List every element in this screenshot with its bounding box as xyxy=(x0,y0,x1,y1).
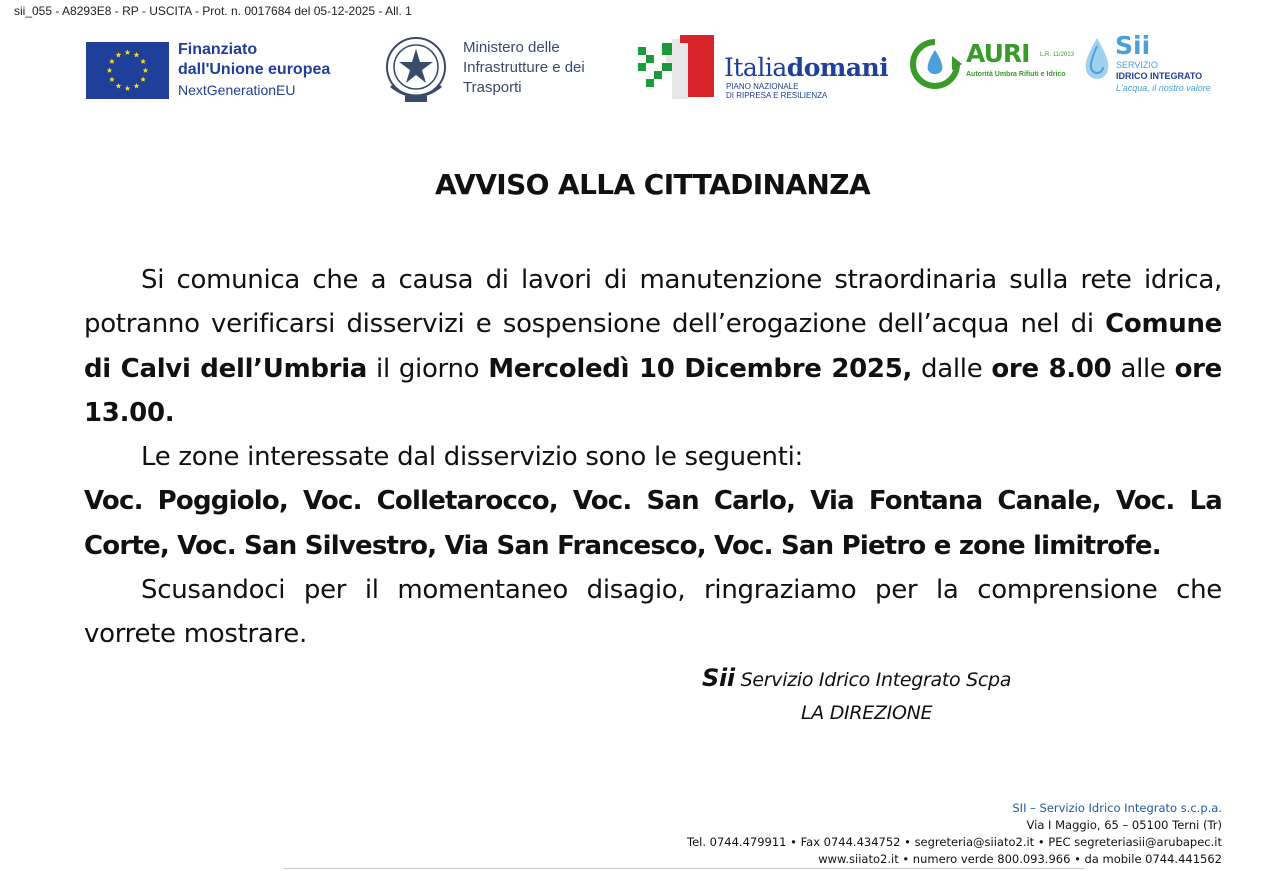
eu-flag-icon xyxy=(86,42,169,99)
notice-title: AVVISO ALLA CITTADINANZA xyxy=(434,168,871,201)
italia-domani-sub-1: PIANO NAZIONALE xyxy=(726,82,799,91)
water-drop-icon xyxy=(1082,36,1112,82)
p1-text-b: il giorno xyxy=(367,353,489,384)
auri-logo-icon xyxy=(906,38,964,90)
outage-date: Mercoledì 10 Dicembre 2025, xyxy=(488,353,913,384)
p1-text-c: dalle xyxy=(912,353,992,384)
footer-divider xyxy=(284,868,1084,869)
ministry-name xyxy=(463,38,623,98)
footer-company: SII – Servizio Idrico Integrato s.c.p.a. xyxy=(1012,801,1222,815)
p1-text-d: alle xyxy=(1111,353,1175,384)
notice-paragraph-3: Scusandoci per il momentaneo disagio, ringraziamo per la comprensione che vorrete mostrare. xyxy=(84,575,1222,650)
signature-role: LA DIREZIONE xyxy=(801,702,933,724)
eu-line-2: dall'Unione europea xyxy=(178,61,331,78)
italia-domani-subtitle xyxy=(726,82,866,100)
italia-domani-mark-icon xyxy=(636,33,718,103)
auri-subtitle: Autorità Umbra Rifiuti e Idrico xyxy=(966,71,1066,78)
footer-phone-email: Tel. 0744.479911 • Fax 0744.434752 • segreteria@siiato2.it • PEC segreteriasii@arubapec.it xyxy=(687,835,1222,849)
auri-name: AURI xyxy=(966,39,1030,68)
auri-law-ref: L.R. 11/2013 xyxy=(1040,52,1074,58)
italia-domani-bold: domani xyxy=(786,53,889,82)
italia-domani-sub-2: DI RIPRESA E RESILIENZA xyxy=(726,91,828,100)
sii-line-1: SERVIZIO xyxy=(1116,60,1158,70)
eu-funding-text xyxy=(178,40,330,100)
signature-block xyxy=(702,662,1011,730)
notice-paragraph-2: Le zone interessate dal disservizio sono le seguenti: xyxy=(141,442,804,473)
start-time: ore 8.00 xyxy=(991,353,1112,384)
footer-contacts xyxy=(687,800,1222,868)
sii-line-2: IDRICO INTEGRATO xyxy=(1116,71,1203,81)
signature-company: Servizio Idrico Integrato Scpa xyxy=(740,669,1012,691)
italia-domani-regular: Italia xyxy=(724,53,787,82)
signature-brand: Sii xyxy=(702,664,735,692)
footer-address: Via I Maggio, 65 – 05100 Terni (Tr) xyxy=(1026,818,1222,832)
comune-name: Comune di Calvi dell’Umbria xyxy=(84,309,1222,384)
notice-paragraph-1 xyxy=(84,258,1222,435)
p1-text-a: Si comunica che a causa di lavori di manutenzione straordinaria sulla rete idrica, potranno verificarsi disservizi e sospensione dell’erogazione dell’acqua nel di xyxy=(84,265,1222,340)
sii-name: Sii xyxy=(1115,31,1151,60)
ministry-line-1: Ministero delle xyxy=(463,39,560,56)
ministry-line-2: Infrastrutture e dei xyxy=(463,59,585,76)
ministry-line-3: Trasporti xyxy=(463,79,522,96)
footer-web: www.siiato2.it • numero verde 800.093.966 • da mobile 0744.441562 xyxy=(818,852,1222,866)
protocol-line: sii_055 - A8293E8 - RP - USCITA - Prot. n. 0017684 del 05-12-2025 - All. 1 xyxy=(14,4,412,18)
affected-zones: Voc. Poggiolo, Voc. Colletarocco, Voc. San Carlo, Via Fontana Canale, Voc. La Corte, Voc. San Silvestro, Via San Francesco, Voc. San Pietro e zone limitrofe. xyxy=(84,486,1222,561)
italian-republic-emblem-icon xyxy=(381,34,451,108)
eu-line-1: Finanziato xyxy=(178,41,258,58)
eu-line-3: NextGenerationEU xyxy=(178,82,296,98)
notice-body xyxy=(84,258,1222,657)
end-time: ore 13.00. xyxy=(84,353,1222,428)
sii-motto: L'acqua, il nostro valore xyxy=(1116,83,1211,93)
italia-domani-name xyxy=(724,53,888,82)
